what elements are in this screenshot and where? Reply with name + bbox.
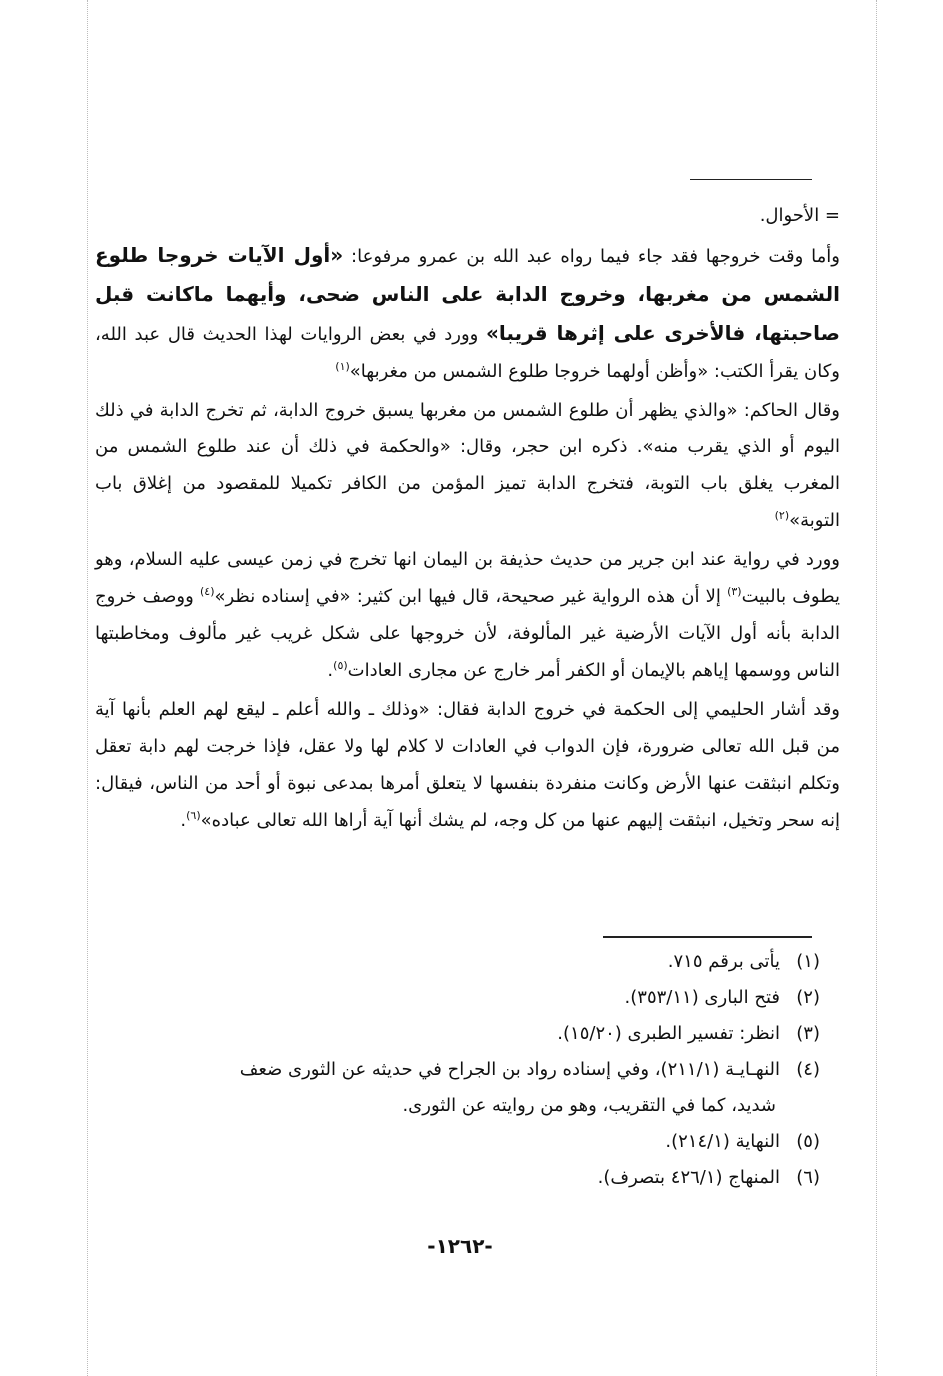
text-run: . <box>180 809 187 831</box>
paragraph <box>95 692 840 840</box>
text-run: إلا أن هذه الرواية غير صحيحة، قال فيها ابن كثير: «في إسناده نظر» <box>214 586 728 608</box>
right-edge-dots <box>876 0 877 1376</box>
footnote-continuation: شديد، كما في التقريب، وهو من روايته عن الثورى. <box>402 1095 776 1116</box>
footnote-item <box>95 1160 820 1196</box>
footnote-item <box>95 1016 820 1052</box>
footnote-ref: (٦) <box>186 808 201 822</box>
footnote-ref: (١) <box>335 359 350 373</box>
footnote-item <box>95 1052 820 1124</box>
footnote-text: النهـايـة (٢١١/١)، وفي إسناده رواد بن الجراح في حديثه عن الثورى ضعف <box>239 1059 780 1080</box>
continuation-line: = الأحوال. <box>759 205 840 226</box>
footnote-number: (٢) <box>796 987 820 1008</box>
footnote-number: (٥) <box>796 1131 820 1152</box>
main-text <box>95 198 840 839</box>
footnote-text: انظر: تفسير الطبرى (١٥/٢٠). <box>557 1023 780 1044</box>
footnote-number: (٤) <box>796 1059 820 1080</box>
footnote-text: يأتى برقم ٧١٥. <box>667 951 780 972</box>
footnote-ref: (٢) <box>774 509 790 523</box>
text-run: وقال الحاكم: «والذي يظهر أن طلوع الشمس من مغربها يسبق خروج الدابة، ثم تخرج الدابة في ذلك اليوم أو الذي يقرب منه». ذكره ابن حجر، وقال: «والحكمة في ذلك أن عند طلوع الشمس من المغرب يغلق باب التوبة، فتخرج الدابة تميز المؤمن من الكافر تكميلا للمقصود من إغلاق باب التوبة» <box>95 399 840 532</box>
page-number: -١٢٦٢- <box>427 1234 493 1258</box>
text-run: وورد في رواية عند ابن جرير من حديث حذيفة بن اليمان انها تخرج في زمن عيسى عليه السلام، وهو يطوف بالبيت <box>95 549 840 608</box>
footnote-number: (٦) <box>796 1167 820 1188</box>
top-rule <box>690 179 812 180</box>
hadith-quote: «أول الآيات خروجا طلوع الشمس من مغربها، وخروج الدابة على الناس ضحى، وأيهما ماكانت قبل صاحبتها، فالأخرى على إثرها قريبا» <box>95 242 840 345</box>
footnote-item <box>95 944 820 980</box>
left-edge-dots <box>87 0 88 1376</box>
paragraph <box>95 542 840 690</box>
footnote-ref: (٤) <box>199 585 215 599</box>
text-run: وأما وقت خروجها فقد جاء فيما رواه عبد الله بن عمرو مرفوعا: <box>343 245 840 267</box>
footnote-number: (١) <box>796 951 820 972</box>
footnote-separator <box>603 936 812 938</box>
text-run: وورد في بعض الروايات لهذا الحديث قال عبد الله، وكان يقرأ الكتب: «وأظن أولهما خروجا طلوع الشمس من مغربها» <box>95 323 840 382</box>
footnote-ref: (٣) <box>727 585 742 599</box>
paragraph <box>95 237 840 391</box>
footnote-item <box>95 980 820 1016</box>
paragraph <box>95 393 840 541</box>
paragraphs <box>95 237 840 840</box>
footnote-number: (٣) <box>796 1023 820 1044</box>
footnotes <box>95 944 820 1196</box>
text-run: وقد أشار الحليمي إلى الحكمة في خروج الدابة فقال: «وذلك ـ والله أعلم ـ ليقع لهم العلم بأنها آية من قبل الله تعالى ضرورة، فإن الدواب في العادات لا كلام لها ولا عقل، فإذا خرجت لهم دابة تعقل وتكلم انبثقت عنها الأرض وكانت منفردة بنفسها لا يتعلق أمرها بمدعى نبوة أو أحد من الناس، فيقال: إنه سحر وتخيل، انبثقت إليهم عنها من كل وجه، لم يشك أنها آية أراها الله تعالى عباده» <box>95 698 840 831</box>
text-run: ووصف خروج الدابة بأنه أول الآيات الأرضية غير المألوفة، لأن خروجها على شكل غريب غير مألوف ومخاطبتها الناس ووسمها إياهم بالإيمان أو الكفر أمر خارج عن مجارى العادات <box>95 586 840 681</box>
footnote-ref: (٥) <box>333 658 348 672</box>
text-run: . <box>327 659 334 681</box>
footnote-text: المنهاج (٤٢٦/١ بتصرف). <box>597 1167 780 1188</box>
footnote-text: النهاية (٢١٤/١). <box>665 1131 780 1152</box>
footnote-item <box>95 1124 820 1160</box>
footnote-text: فتح البارى (٣٥٣/١١). <box>624 987 780 1008</box>
